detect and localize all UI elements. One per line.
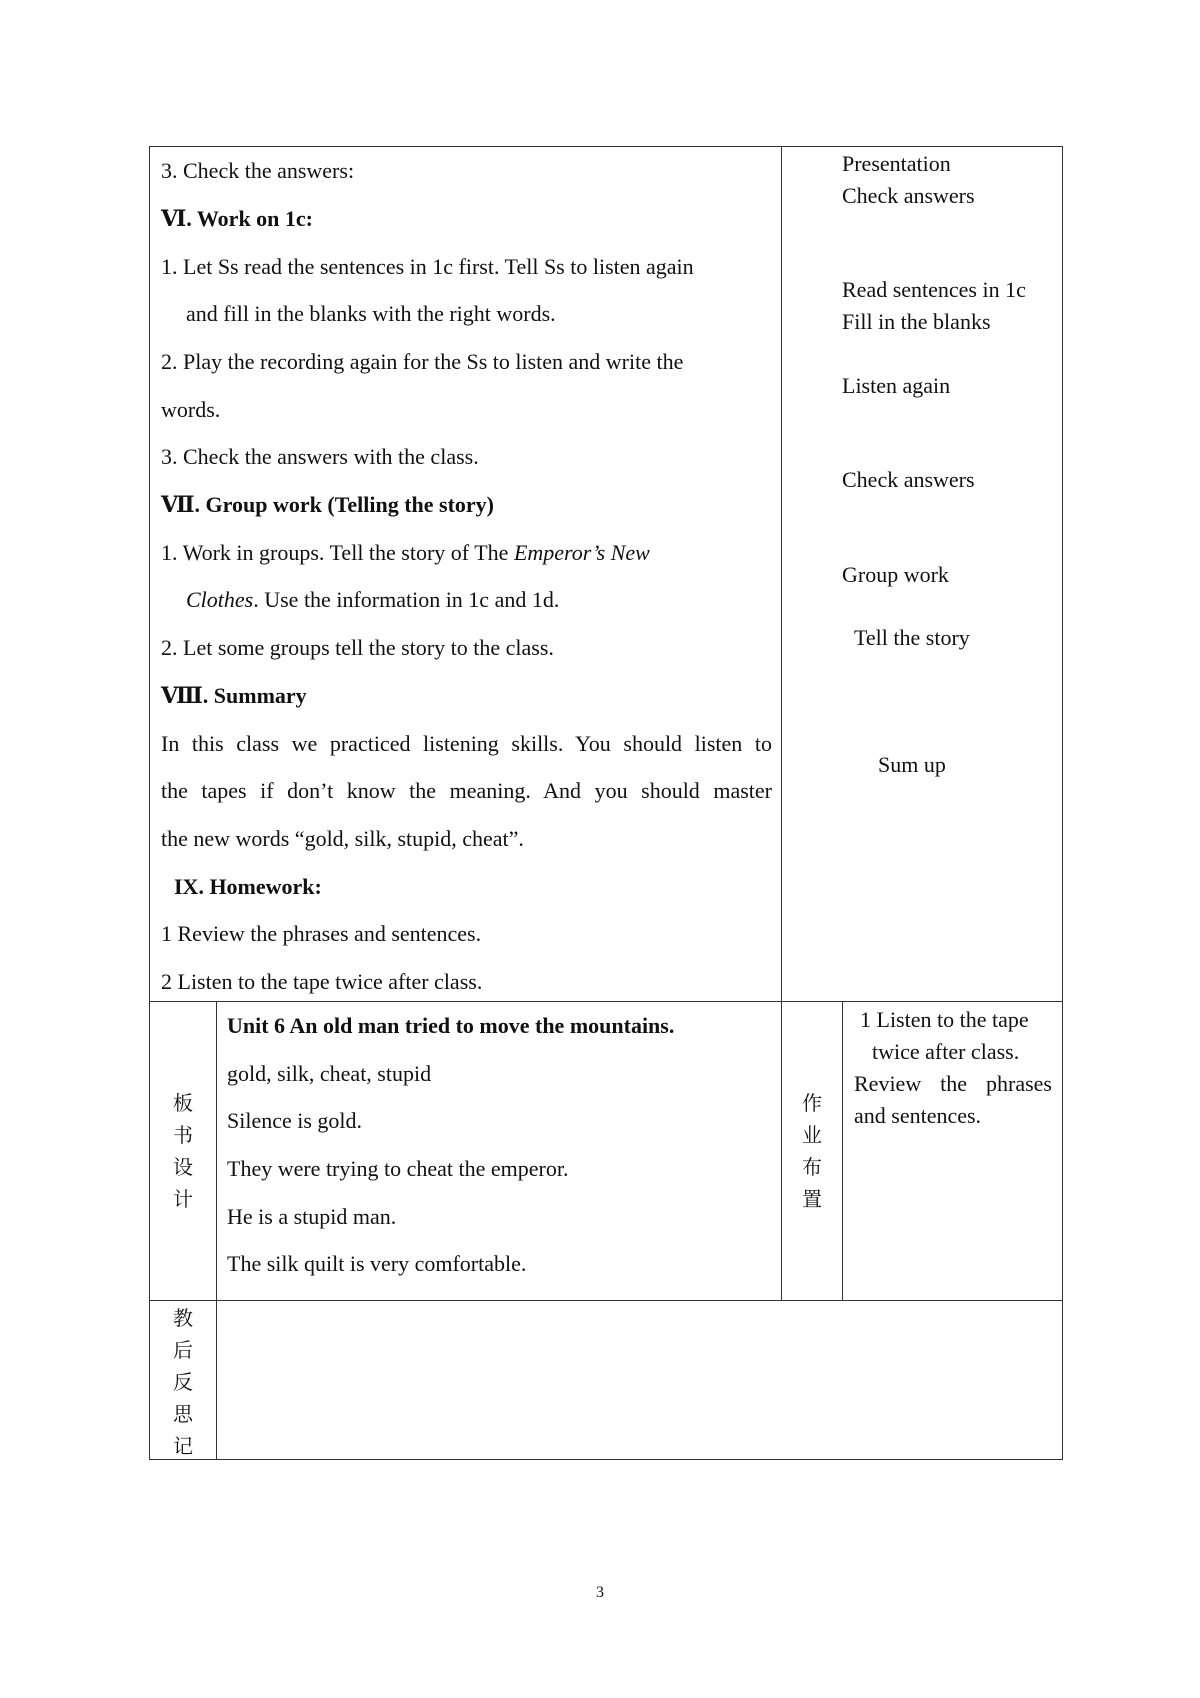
summary-text-line-1: In this class we practiced listening skills. You should listen to (161, 731, 772, 756)
section-heading-summary: Ⅷ. Summary (161, 683, 307, 708)
board-design-label-char: 书 (173, 1123, 193, 1147)
homework-item-1: 1 Review the phrases and sentences. (161, 921, 482, 946)
summary-text-line-3: the new words “gold, silk, stupid, cheat”. (161, 826, 524, 851)
board-design-label-char: 板 (173, 1091, 193, 1115)
activity-read-sentences: Read sentences in 1c (842, 277, 1026, 302)
activity-sum-up: Sum up (878, 752, 946, 777)
table-divider (149, 1300, 1063, 1301)
homework-item-2: 2 Listen to the tape twice after class. (161, 969, 483, 994)
group-work-step-1-cont: Clothes. Use the information in 1c and 1d. (186, 587, 560, 612)
work-1c-step-2: 2. Play the recording again for the Ss to listen and write the (161, 349, 684, 374)
table-divider (842, 1001, 843, 1300)
page-number: 3 (596, 1584, 604, 1601)
activity-presentation: Presentation (842, 151, 951, 176)
group-work-step-1: 1. Work in groups. Tell the story of The Emperor’s New (161, 540, 650, 565)
section-heading-group-work: Ⅶ. Group work (Telling the story) (161, 492, 495, 517)
board-design-line: He is a stupid man. (227, 1204, 397, 1229)
check-answers-step: 3. Check the answers: (161, 158, 355, 183)
work-1c-step-1-cont: and fill in the blanks with the right words. (186, 301, 556, 326)
board-design-title: Unit 6 An old man tried to move the mountains. (227, 1013, 675, 1038)
homework-assignment-line: 1 Listen to the tape (860, 1007, 1029, 1032)
activity-tell-story: Tell the story (854, 625, 970, 650)
activity-listen-again: Listen again (842, 373, 951, 398)
homework-assignment-line: twice after class. (872, 1039, 1020, 1064)
section-heading-work-on-1c: Ⅵ. Work on 1c: (161, 206, 314, 231)
table-divider (781, 146, 782, 1300)
activity-check-answers: Check answers (842, 183, 975, 208)
board-design-line: Silence is gold. (227, 1108, 363, 1133)
section-heading-homework: IX. Homework: (174, 874, 322, 899)
activity-fill-blanks: Fill in the blanks (842, 309, 991, 334)
activity-group-work: Group work (842, 562, 949, 587)
reflection-label-char: 教 (173, 1306, 193, 1330)
work-1c-step-1: 1. Let Ss read the sentences in 1c first. Tell Ss to listen again (161, 254, 694, 279)
work-1c-step-3: 3. Check the answers with the class. (161, 444, 479, 469)
work-1c-step-2-cont: words. (161, 397, 221, 422)
homework-assignment-line: and sentences. (854, 1103, 982, 1128)
reflection-label-char: 记 (173, 1434, 193, 1458)
board-design-label-char: 设 (173, 1155, 193, 1179)
homework-assignment-label-char: 布 (802, 1155, 822, 1179)
homework-assignment-line: Review the phrases (854, 1071, 1052, 1096)
table-divider (149, 1001, 1063, 1002)
board-design-line: gold, silk, cheat, stupid (227, 1061, 432, 1086)
board-design-line: They were trying to cheat the emperor. (227, 1156, 569, 1181)
summary-text-line-2: the tapes if don’t know the meaning. And you should master (161, 778, 772, 803)
group-work-step-2: 2. Let some groups tell the story to the class. (161, 635, 554, 660)
homework-assignment-label-char: 作 (802, 1091, 822, 1115)
table-divider (216, 1001, 217, 1460)
homework-assignment-label-char: 置 (802, 1187, 822, 1211)
reflection-label-char: 后 (173, 1338, 193, 1362)
board-design-line: The silk quilt is very comfortable. (227, 1251, 527, 1276)
reflection-label-char: 思 (173, 1402, 193, 1426)
activity-check-answers-2: Check answers (842, 467, 975, 492)
reflection-label-char: 反 (173, 1370, 193, 1394)
board-design-label-char: 计 (173, 1187, 193, 1211)
homework-assignment-label-char: 业 (802, 1123, 822, 1147)
